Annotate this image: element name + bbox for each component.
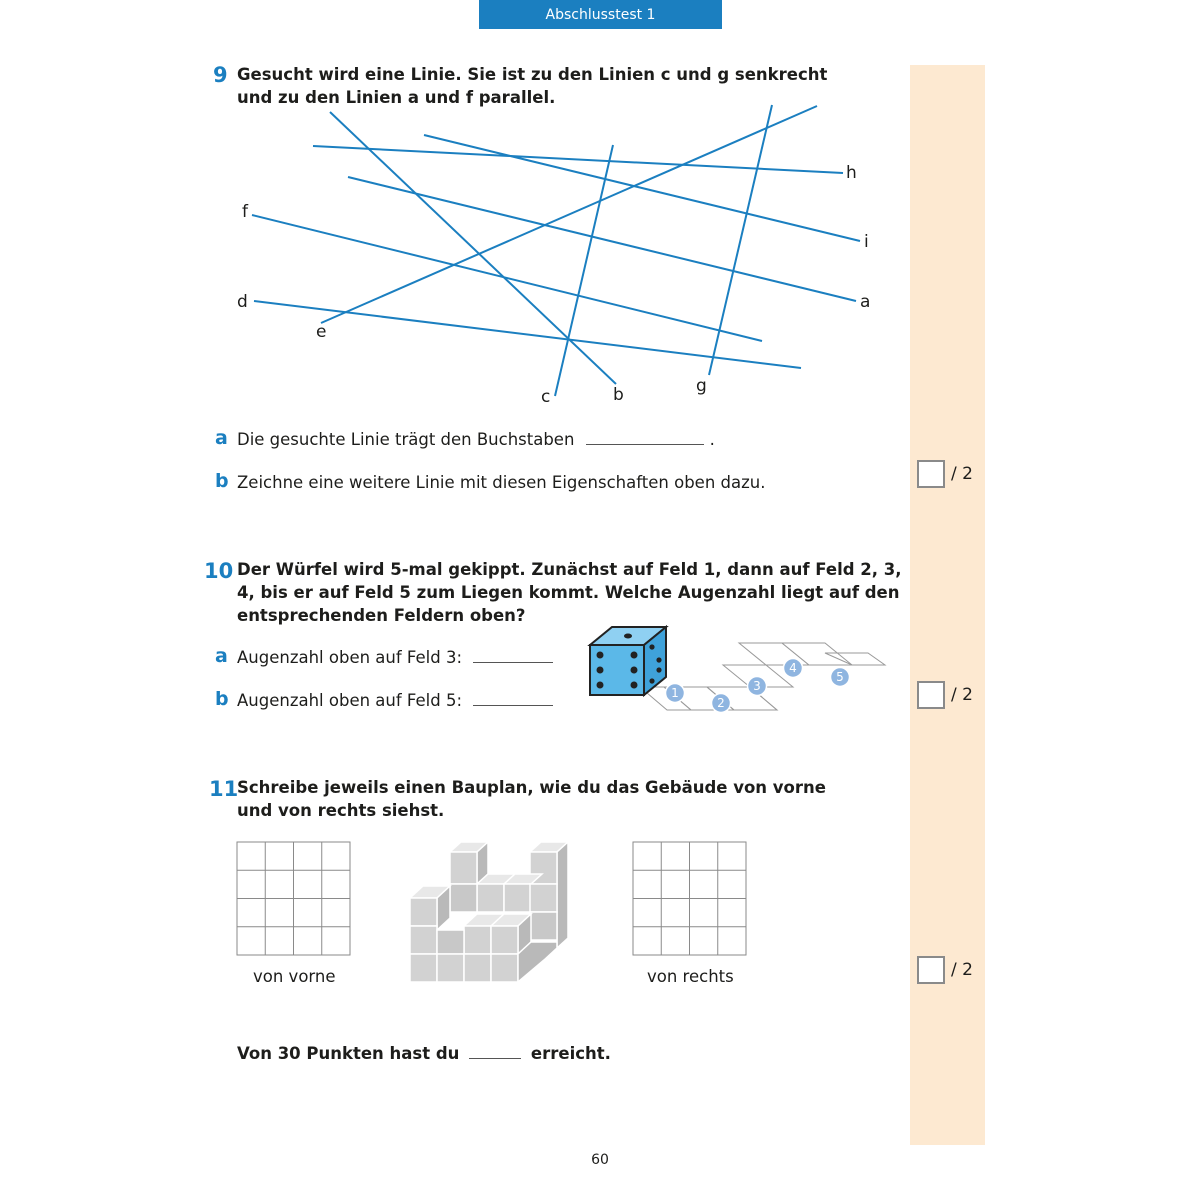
points-summary: [237, 1042, 611, 1065]
subtask-text: Die gesuchte Linie trägt den Buchstaben: [237, 430, 575, 449]
line-label: i: [864, 232, 869, 252]
task-number: 11: [209, 777, 239, 801]
task-question: Gesucht wird eine Linie. Sie ist zu den Linien c und g senkrecht und zu den Linien a und f parallel.: [237, 65, 828, 107]
score-max: / 2: [951, 464, 973, 484]
caption-right: von rechts: [647, 967, 734, 986]
answer-blank[interactable]: [586, 443, 704, 445]
answer-blank[interactable]: [473, 661, 553, 663]
pip: [597, 667, 604, 674]
subtask-text: Augenzahl oben auf Feld 3:: [237, 648, 463, 667]
line-label: c: [541, 387, 551, 407]
subtask-text: Zeichne eine weitere Linie mit diesen Eigenschaften oben dazu.: [237, 473, 766, 492]
pip: [631, 652, 638, 659]
score-box[interactable]: [917, 681, 945, 709]
points-text: Von 30 Punkten hast du: [237, 1044, 460, 1063]
subtask-label: b: [215, 688, 229, 710]
building-figure: [405, 838, 585, 984]
pip: [631, 667, 638, 674]
line-i: [424, 135, 860, 241]
header-tab: Abschlusstest 1: [479, 0, 722, 29]
line-label: d: [237, 292, 248, 312]
line-g: [709, 105, 772, 375]
pip: [656, 657, 661, 662]
score-box[interactable]: [917, 956, 945, 984]
lines-figure: [0, 0, 1200, 420]
subtask-a: [237, 430, 715, 449]
line-label: a: [860, 292, 871, 312]
pip: [597, 652, 604, 659]
field-number: 1: [671, 686, 679, 700]
sentence-end: .: [709, 430, 715, 449]
line-label: g: [696, 376, 707, 396]
field-number: 3: [753, 679, 761, 693]
subtask-a: [237, 648, 553, 667]
answer-blank[interactable]: [473, 704, 553, 706]
line-c: [555, 145, 613, 396]
pip: [656, 667, 661, 672]
score-max: / 2: [951, 685, 973, 705]
pip: [624, 634, 632, 639]
caption-front: von vorne: [253, 967, 336, 986]
grid-right[interactable]: [632, 841, 748, 957]
lines: [252, 105, 860, 396]
points-text-end: erreicht.: [530, 1044, 611, 1063]
task-number: 10: [204, 559, 234, 583]
task-question: Der Würfel wird 5-mal gekippt. Zunächst auf Feld 1, dann auf Feld 2, 3, 4, bis er auf Feld 5 zum Liegen kommt. Welche Augenzahl liegt auf den entsprechenden Feldern oben?: [237, 560, 902, 625]
pip: [597, 682, 604, 689]
grid-front[interactable]: [236, 841, 352, 957]
subtask-text: Augenzahl oben auf Feld 5:: [237, 691, 463, 710]
line-h: [313, 146, 843, 173]
die: [590, 627, 666, 695]
line-f: [252, 215, 762, 341]
task-number: 9: [213, 63, 228, 87]
pip: [649, 678, 654, 683]
score-max: / 2: [951, 960, 973, 980]
line-label: h: [846, 163, 857, 183]
dice-figure: [580, 615, 890, 725]
field-number: 5: [836, 670, 844, 684]
field-number: 2: [717, 696, 725, 710]
task-question: Schreibe jeweils einen Bauplan, wie du das Gebäude von vorne und von rechts siehst.: [237, 778, 826, 820]
pip: [649, 644, 654, 649]
page-number: 60: [591, 1152, 609, 1168]
line-label: b: [613, 385, 624, 405]
subtask-label: b: [215, 470, 229, 492]
pip: [631, 682, 638, 689]
line-label: f: [242, 202, 248, 222]
subtask-label: a: [215, 645, 228, 667]
points-blank[interactable]: [469, 1057, 521, 1059]
line-b: [330, 112, 616, 384]
subtask-b: [237, 691, 553, 710]
score-box[interactable]: [917, 460, 945, 488]
line-label: e: [316, 322, 327, 342]
field-number: 4: [789, 661, 797, 675]
line-e: [321, 106, 817, 323]
subtask-label: a: [215, 427, 228, 449]
